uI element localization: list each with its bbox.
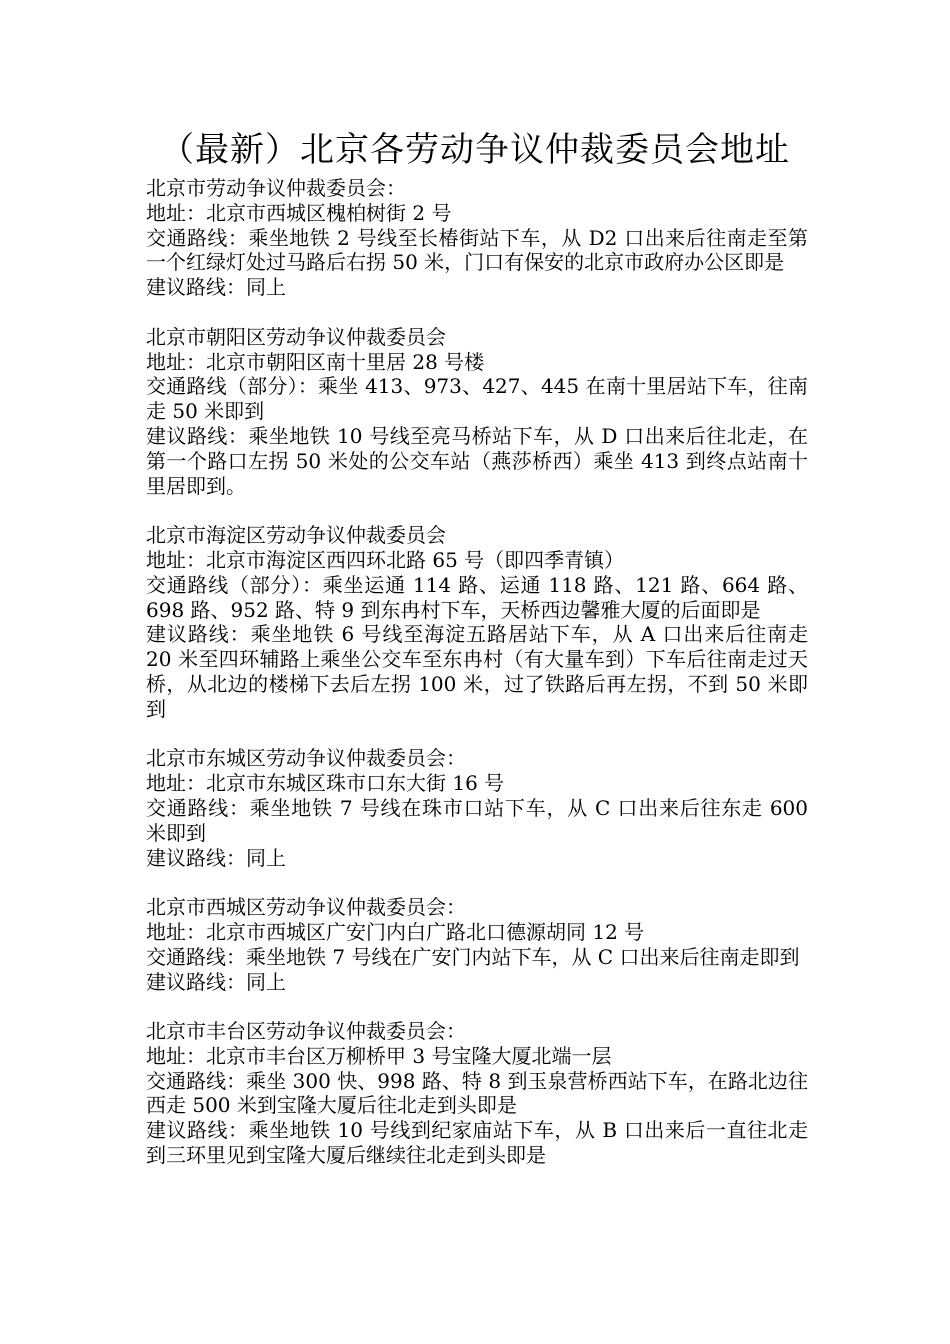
section-transit: 交通路线（部分）：乘坐 413、973、427、445 在南十里居站下车，往南走 50 米即到 — [146, 374, 808, 424]
section-transit: 交通路线：乘坐地铁 2 号线至长椿街站下车，从 D2 口出来后往南走至第一个红绿灯处过马路后右拐 50 米，门口有保安的北京市政府办公区即是 — [146, 225, 808, 275]
section-beijing — [146, 176, 808, 300]
section-suggested-route: 建议路线：乘坐地铁 6 号线至海淀五路居站下车，从 A 口出来后往南走 20 米至四环辅路上乘坐公交车至东冉村（有大量车到）下车后往南走过天桥，从北边的楼梯下去后左拐 100 米，过了铁路后再左拐，不到 50 米即到 — [146, 622, 808, 721]
document-body — [146, 176, 808, 1193]
section-name: 北京市海淀区劳动争议仲裁委员会 — [146, 523, 446, 548]
section-address: 地址：北京市东城区珠市口东大街 16 号 — [146, 771, 505, 796]
section-suggested-route: 建议路线：同上 — [146, 969, 286, 994]
section-transit: 交通路线：乘坐地铁 7 号线在广安门内站下车，从 C 口出来后往南走即到 — [146, 944, 800, 969]
section-transit: 交通路线：乘坐地铁 7 号线在珠市口站下车，从 C 口出来后往东走 600 米即到 — [146, 795, 808, 845]
section-address: 地址：北京市朝阳区南十里居 28 号楼 — [146, 349, 485, 374]
section-address: 地址：北京市西城区槐柏树街 2 号 — [146, 200, 452, 225]
section-address: 地址：北京市西城区广安门内白广路北口德源胡同 12 号 — [146, 919, 645, 944]
page-title: （最新）北京各劳动争议仲裁委员会地址 — [160, 130, 790, 170]
section-name: 北京市劳动争议仲裁委员会： — [146, 176, 406, 200]
section-fengtai — [146, 1019, 808, 1168]
section-suggested-route: 建议路线：乘坐地铁 10 号线至亮马桥站下车，从 D 口出来后往北走，在第一个路口左拐 50 米处的公交车站（燕莎桥西）乘坐 413 到终点站南十里居即到。 — [146, 423, 808, 498]
section-transit: 交通路线：乘坐 300 快、998 路、特 8 到玉泉营桥西站下车，在路北边往西走 500 米到宝隆大厦后往北走到头即是 — [146, 1068, 808, 1118]
section-haidian — [146, 523, 808, 721]
section-name: 北京市朝阳区劳动争议仲裁委员会 — [146, 324, 446, 349]
section-transit: 交通路线（部分）：乘坐运通 114 路、运通 118 路、121 路、664 路、698 路、952 路、特 9 到东冉村下车，天桥西边馨雅大厦的后面即是 — [146, 572, 808, 622]
section-suggested-route: 建议路线：乘坐地铁 10 号线到纪家庙站下车，从 B 口出来后一直往北走到三环里见到宝隆大厦后继续往北走到头即是 — [146, 1118, 808, 1168]
section-name: 北京市西城区劳动争议仲裁委员会： — [146, 895, 466, 920]
section-name: 北京市丰台区劳动争议仲裁委员会： — [146, 1019, 466, 1044]
section-name: 北京市东城区劳动争议仲裁委员会： — [146, 746, 466, 771]
section-address: 地址：北京市海淀区西四环北路 65 号（即四季青镇） — [146, 547, 625, 572]
section-suggested-route: 建议路线：同上 — [146, 275, 286, 300]
section-xicheng — [146, 895, 808, 994]
section-dongcheng — [146, 746, 808, 870]
section-chaoyang — [146, 325, 808, 499]
section-address: 地址：北京市丰台区万柳桥甲 3 号宝隆大厦北端一层 — [146, 1043, 612, 1068]
section-suggested-route: 建议路线：同上 — [146, 845, 286, 870]
